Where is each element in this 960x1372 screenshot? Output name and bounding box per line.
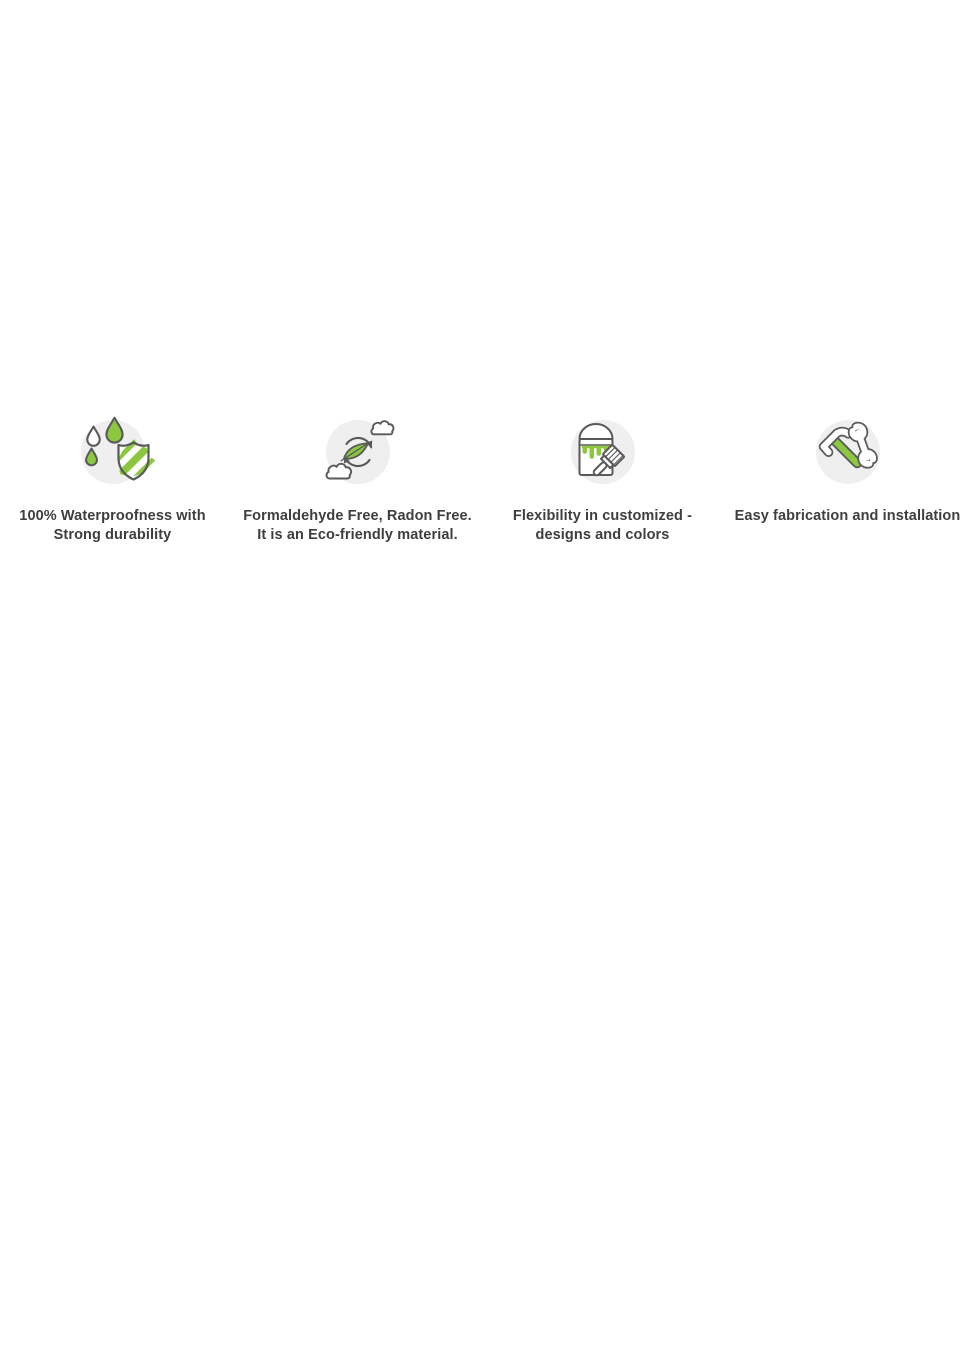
caption-line-2: It is an Eco-friendly material. xyxy=(257,527,458,543)
caption-line-1: 100% Waterproofness with xyxy=(19,508,206,524)
waterproof-shield-icon xyxy=(73,412,153,492)
paint-bucket-brush-icon xyxy=(563,412,643,492)
eco-recycle-leaf-icon xyxy=(318,412,398,492)
feature-caption xyxy=(19,507,205,545)
feature-caption xyxy=(513,507,692,545)
caption-line-2: designs and colors xyxy=(535,527,670,543)
caption-line-1: Easy fabrication and installation xyxy=(734,508,960,524)
feature-item-waterproof xyxy=(0,412,235,545)
caption-line-1: Flexibility in customized - xyxy=(512,508,693,524)
feature-caption xyxy=(243,507,472,545)
feature-item-installation xyxy=(725,412,960,545)
feature-item-eco xyxy=(235,412,480,545)
feature-item-custom-design xyxy=(480,412,725,545)
hammer-wrench-icon xyxy=(808,412,888,492)
feature-caption xyxy=(735,507,960,526)
caption-line-2: Strong durability xyxy=(53,527,172,543)
feature-strip xyxy=(0,412,960,545)
caption-line-1: Formaldehyde Free, Radon Free. xyxy=(243,508,472,524)
